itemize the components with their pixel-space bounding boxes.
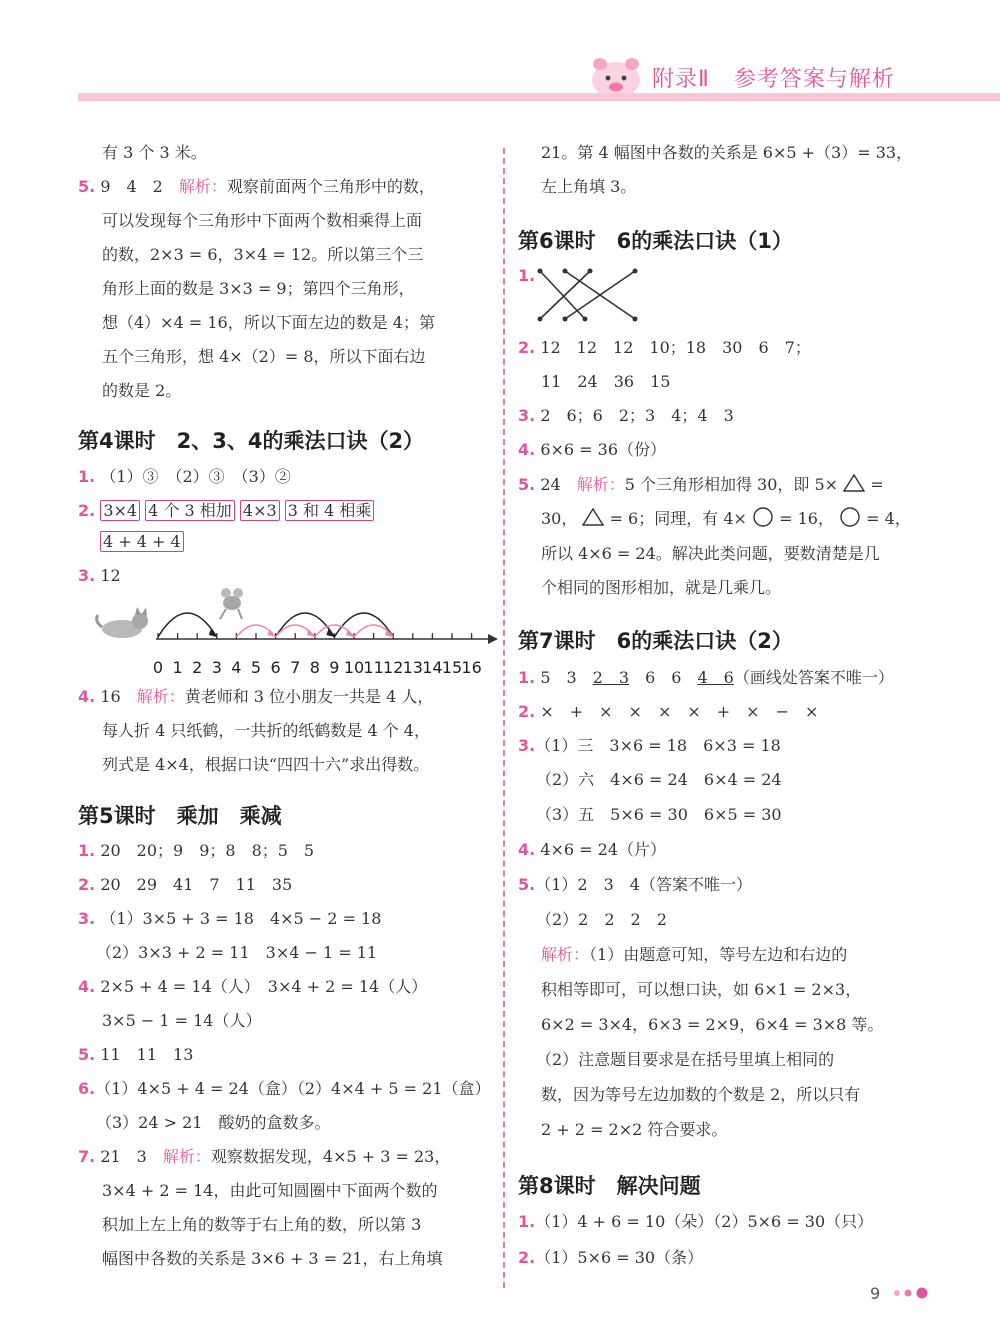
s4-question-2 — [78, 498, 374, 521]
text-line: （2）3×3 + 2 = 11 3×4 − 1 = 11 — [96, 943, 378, 962]
cat-jump-arc — [334, 613, 393, 637]
tick-label: 14 — [422, 658, 443, 677]
text-line: 的数，2×3 = 6，3×4 = 12。所以第三个三 — [102, 245, 424, 264]
text-line: 3×5 − 1 = 14（人） — [102, 1011, 262, 1030]
tick-label: 11 — [363, 658, 384, 677]
question-number: 3. — [78, 566, 96, 585]
circle-icon — [752, 506, 774, 528]
question-number: 1. — [518, 266, 536, 285]
analysis-text: 黄老师和 3 位小朋友一共是 4 人， — [184, 687, 434, 706]
answer: （1）4×5 + 4 = 24（盒）（2）4×4 + 5 = 21（盒） — [95, 1079, 491, 1098]
analysis-label: 解析： — [576, 475, 625, 494]
question-number: 5. — [518, 475, 536, 494]
s7-question-4 — [518, 837, 666, 860]
s6-question-5 — [518, 472, 884, 495]
lesson-5-heading: 第5课时 乘加 乘减 — [78, 804, 282, 828]
text-line: 可以发现每个三角形中下面两个数相乘得上面 — [102, 211, 423, 230]
question-number: 2. — [518, 1248, 536, 1267]
matching-lines-figure — [535, 265, 645, 325]
boxed-answer: 3×4 — [100, 500, 140, 521]
lesson-7-heading: 第7课时 6的乘法口诀（2） — [518, 629, 793, 653]
tick-label: 9 — [329, 658, 340, 677]
lesson-4-heading: 第4课时 2、3、4的乘法口诀（2） — [78, 429, 425, 453]
number-line-figure — [90, 585, 500, 680]
question-number: 3. — [518, 406, 536, 425]
text-line: （2）2 2 2 2 — [536, 910, 667, 929]
s6-question-3 — [518, 403, 734, 426]
answer: （1）4 + 6 = 10（朵）（2）5×6 = 30（只） — [535, 1212, 874, 1231]
answer: 20 20；9 9；8 8；5 5 — [100, 841, 315, 860]
question-number: 2. — [78, 875, 96, 894]
question-number: 7. — [78, 1147, 96, 1166]
answer: 6×6 = 36（份） — [540, 440, 667, 459]
text-line: 左上角填 3。 — [541, 177, 637, 196]
note: （画线处答案不唯一） — [733, 668, 894, 687]
text-line: 每人折 4 只纸鹤，一共折的纸鹤数是 4 个 4， — [102, 721, 430, 740]
question-number: 4. — [78, 687, 96, 706]
text-line: 幅图中各数的关系是 3×6 + 3 = 21，右上角填 — [102, 1249, 443, 1268]
header-title — [652, 62, 919, 93]
tick-label: 15 — [441, 658, 463, 677]
text-line: （3）五 5×6 = 30 6×5 = 30 — [536, 805, 782, 824]
answer: 24 — [540, 475, 561, 494]
answer: （1）三 3×6 = 18 6×3 = 18 — [535, 736, 781, 755]
question-number: 2. — [78, 501, 96, 520]
s5-question-6 — [78, 1076, 491, 1099]
question-number: 1. — [518, 668, 536, 687]
boxed-answer: 4 个 3 相加 — [145, 500, 235, 521]
s4-question-1 — [78, 464, 291, 487]
underlined-answer: 4 6 — [697, 668, 734, 687]
s5-question-1 — [78, 838, 314, 861]
analysis-text: （1）由题意可知，等号左边和右边的 — [589, 945, 848, 964]
tick-label: 5 — [250, 658, 262, 677]
tick-label: 0 — [152, 658, 164, 677]
question-number: 5. — [518, 875, 536, 894]
s7-question-1 — [518, 665, 894, 688]
text-line: 数，因为等号左边加数的个数是 2，所以只有 — [541, 1085, 861, 1104]
tick-label: 8 — [309, 658, 320, 677]
text-line: 所以 4×6 = 24。解决此类问题，要数清楚是几 — [541, 544, 880, 563]
text-line: （3）24 > 21 酸奶的盒数多。 — [96, 1113, 331, 1132]
question-number: 4. — [518, 840, 536, 859]
section-title: 参考答案与解析 — [733, 67, 895, 92]
boxed-answer: 3 和 4 相乘 — [285, 500, 375, 521]
text-line: 11 24 36 15 — [541, 372, 671, 391]
s8-question-1 — [518, 1209, 873, 1232]
text-line: 列式是 4×4，根据口诀“四四十六”求出得数。 — [102, 755, 430, 774]
text-line: 2 + 2 = 2×2 符合要求。 — [541, 1120, 728, 1139]
text-line: 3×4 + 2 = 14，由此可知圆圈中下面两个数的 — [102, 1181, 438, 1200]
question-number: 4. — [78, 977, 96, 996]
analysis-label: 解析： — [136, 687, 185, 706]
question-number: 5. — [78, 1045, 96, 1064]
lesson-8-heading: 第8课时 解决问题 — [518, 1174, 701, 1198]
s7-question-5 — [518, 872, 752, 895]
triangle-icon — [843, 473, 865, 493]
analysis-text: 观察前面两个三角形中的数， — [226, 177, 435, 196]
answer: 12 — [100, 566, 121, 585]
question-number: 5. — [78, 177, 96, 196]
text-line: 有 3 个 3 米。 — [102, 143, 207, 162]
page-decoration-dots — [892, 1286, 936, 1300]
analysis-text: = — [870, 475, 884, 494]
s5-question-2 — [78, 872, 292, 895]
answer: 2×5 + 4 = 14（人） 3×4 + 2 = 14（人） — [100, 977, 428, 996]
s5-question-5 — [78, 1042, 193, 1065]
s4-question-3 — [78, 566, 121, 585]
answer: 20 29 41 7 11 35 — [100, 875, 293, 894]
answer: 11 11 13 — [100, 1045, 194, 1064]
s7-question-2 — [518, 699, 818, 722]
cat-illustration — [97, 607, 148, 638]
cat-jump-arc — [276, 613, 335, 637]
answer: 21 3 — [100, 1147, 147, 1166]
s8-question-2 — [518, 1245, 703, 1268]
analysis-text: 观察数据发现，4×5 + 3 = 23， — [210, 1147, 451, 1166]
text-line: 的数是 2。 — [102, 381, 182, 400]
question-number: 3. — [518, 736, 536, 755]
analysis-text: 5 个三角形相加得 30，即 5× — [624, 475, 839, 494]
s7-question-3 — [518, 733, 781, 756]
lesson-6-heading: 第6课时 6的乘法口诀（1） — [518, 229, 793, 253]
answer: （1）③ （2）③ （3）② — [100, 467, 291, 486]
tick-label: 3 — [211, 658, 222, 677]
answer: 5 3 — [540, 668, 593, 687]
text-line: 积加上左上角的数等于右上角的数，所以第 3 — [102, 1215, 422, 1234]
question-number: 1. — [518, 1212, 536, 1231]
question-number: 1. — [78, 841, 96, 860]
tick-label: 2 — [192, 658, 203, 677]
text-line: 五个三角形，想 4×（2）= 8，所以下面右边 — [102, 347, 426, 366]
tick-label: 12 — [383, 658, 404, 677]
text-line: 角形上面的数是 3×3 = 9；第四个三角形， — [102, 279, 415, 298]
tick-label: 16 — [461, 658, 482, 677]
question-number: 2. — [518, 702, 536, 721]
s5-question-4 — [78, 974, 427, 997]
s5-question-3 — [78, 906, 381, 929]
text-fragment: 30， — [541, 509, 578, 528]
circle-icon — [839, 506, 861, 528]
s5-question-7 — [78, 1144, 450, 1167]
question-number: 1. — [78, 467, 96, 486]
answer: （1）5×6 = 30（条） — [535, 1248, 704, 1267]
header-rule — [78, 93, 1000, 101]
s6-question-1 — [518, 266, 535, 285]
boxed-answer: 4 + 4 + 4 — [100, 531, 184, 552]
s4-question-4 — [78, 684, 433, 707]
axis-arrow — [488, 634, 498, 644]
text-line: 个相同的图形相加，就是几乘几。 — [541, 578, 782, 597]
mouse-illustration — [220, 588, 243, 619]
text-line: （2）注意题目要求是在括号里填上相同的 — [536, 1050, 835, 1069]
analysis-label: 解析： — [178, 177, 227, 196]
page-number: 9 — [870, 1284, 881, 1303]
appendix-label: 附录Ⅱ — [652, 67, 710, 92]
s4-question-2-cont — [100, 532, 184, 551]
analysis-line — [541, 942, 847, 965]
answer: × + × × × × + × − × — [540, 702, 819, 721]
text-line: 想（4）×4 = 16，所以下面左边的数是 4；第 — [102, 313, 435, 332]
tick-label: 10 — [343, 658, 365, 677]
tick-label: 13 — [402, 658, 423, 677]
triangle-icon — [582, 507, 604, 527]
question-number: 2. — [518, 338, 536, 357]
question-number: 3. — [78, 909, 96, 928]
text-fragment: = 6；同理，有 4× — [609, 509, 747, 528]
cat-jump-arc — [158, 613, 217, 637]
answer: 2 6；6 2；3 4；4 3 — [540, 406, 734, 425]
tick-label: 7 — [290, 658, 301, 677]
analysis-label: 解析： — [541, 945, 590, 964]
tick-label: 6 — [270, 658, 281, 677]
answer: 9 4 2 — [100, 177, 163, 196]
text-fragment: = 4， — [866, 509, 911, 528]
s6-question-2 — [518, 335, 811, 358]
answer: （1）3×5 + 3 = 18 4×5 − 2 = 18 — [100, 909, 382, 928]
question-5 — [78, 174, 435, 197]
text-fragment: = 16， — [779, 509, 834, 528]
s6-question-4 — [518, 437, 666, 460]
tick-label: 1 — [172, 658, 183, 677]
answer: 4×6 = 24（片） — [540, 840, 667, 859]
tick-label: 4 — [231, 658, 242, 677]
column-divider — [503, 148, 505, 1288]
text-line: 积相等即可，可以想口诀，如 6×1 = 2×3， — [541, 980, 862, 999]
underlined-answer: 2 3 — [592, 668, 630, 687]
question-number: 4. — [518, 440, 536, 459]
text-line: 21。第 4 幅图中各数的关系是 6×5 +（3）= 33， — [541, 143, 913, 162]
answer: 12 12 12 10；18 30 6 7； — [540, 338, 811, 357]
question-number: 6. — [78, 1079, 96, 1098]
boxed-answer: 4×3 — [240, 500, 280, 521]
answer: 16 — [100, 687, 121, 706]
text-line: （2）六 4×6 = 24 6×4 = 24 — [536, 770, 782, 789]
answer: 6 6 — [629, 668, 698, 687]
answer: （1）2 3 4（答案不唯一） — [535, 875, 752, 894]
analysis-label: 解析： — [162, 1147, 211, 1166]
text-line: 6×2 = 3×4，6×3 = 2×9，6×4 = 3×8 等。 — [541, 1015, 884, 1034]
text-line — [541, 506, 911, 529]
